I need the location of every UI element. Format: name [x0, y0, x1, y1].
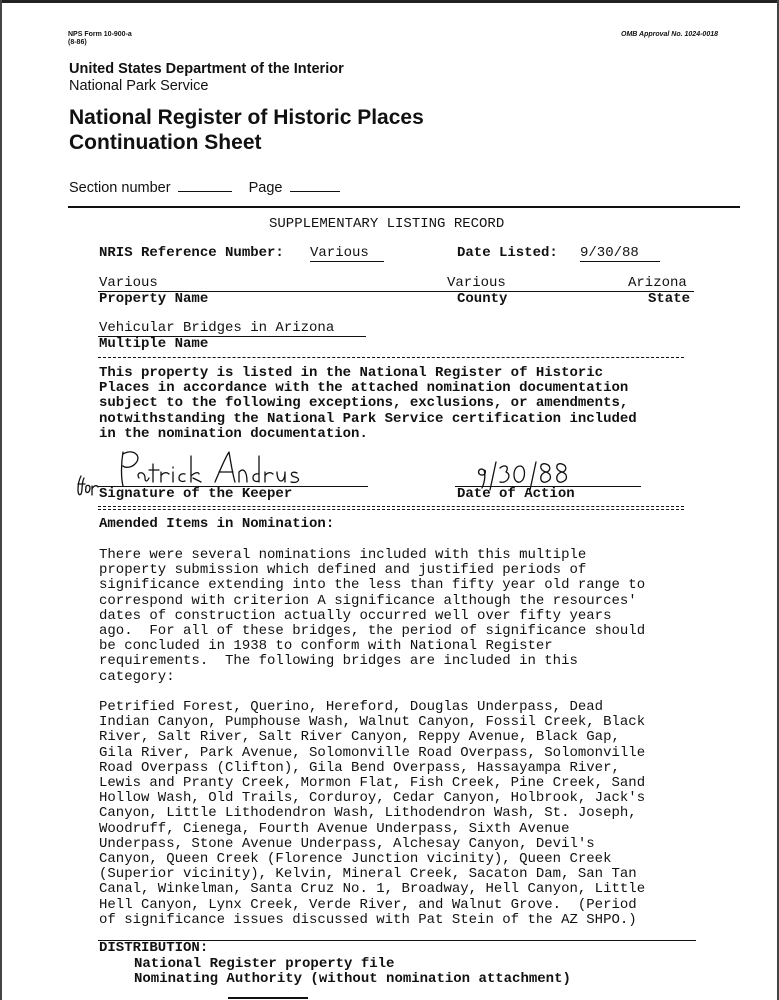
- form-date: (8-86): [68, 39, 87, 46]
- county-label: County: [457, 291, 508, 307]
- distribution-item-1: National Register property file: [134, 956, 395, 972]
- amended-paragraph-1: There were several nominations included with this multiple property submission which defined and justified periods of significance extending into the less than fifty year old range to correspond with criterion A significance although the resources' dates of construction actually occurred well over fifty years ago. For all of these bridges, the period of significance should be concluded in 1938 to conform with National Register requirements. The following bridges are included in this category:: [99, 547, 646, 685]
- nris-value: Various: [310, 246, 384, 262]
- listing-statement: This property is listed in the National Register of Historic Places in accordance with the attached nomination documentation subject to the following exceptions, exclusions, or amendments, notwithstanding the National Park Service certification included in the nomination documentation.: [99, 365, 637, 442]
- page-border-left: [0, 0, 2, 1000]
- action-date-label: Date of Action: [457, 486, 575, 502]
- property-name-value: Various: [99, 275, 158, 291]
- property-name-label: Property Name: [99, 291, 209, 307]
- dashed-separator: [98, 357, 684, 358]
- omb-approval-number: OMB Approval No. 1024-0018: [621, 31, 718, 38]
- distribution-heading: DISTRIBUTION:: [99, 940, 209, 956]
- section-number-label: Section number: [69, 180, 171, 196]
- header-rule: [68, 206, 740, 208]
- double-dashed-separator-top: [98, 506, 684, 507]
- signature-label: Signature of the Keeper: [99, 486, 293, 502]
- page-border-top: [0, 0, 779, 3]
- multiple-name-value: Vehicular Bridges in Arizona: [99, 320, 335, 336]
- form-number: NPS Form 10-900-a: [68, 31, 132, 38]
- form-title: National Register of Historic Places: [69, 106, 424, 129]
- record-heading: SUPPLEMENTARY LISTING RECORD: [269, 216, 505, 232]
- section-number-field: [178, 190, 232, 192]
- state-label: State: [648, 291, 691, 307]
- amended-heading: Amended Items in Nomination:: [99, 516, 335, 532]
- bridge-list-paragraph: Petrified Forest, Querino, Hereford, Douglas Underpass, Dead Indian Canyon, Pumphouse Wash, Walnut Canyon, Fossil Creek, Black River, Salt River, Salt River Canyon, Reppy Avenue, Black Gap, Gila River, Park Avenue, Solomonville Road Overpass, Solomonville Road Overpass (Clifton), Gila Bend Overpass, Hassayampa River, Lewis and Pranty Creek, Mormon Flat, Fish Creek, Pine Creek, Sand Hollow Wash, Old Trails, Corduroy, Cedar Canyon, Holbrook, Jack's Canyon, Little Lithodendron Wash, Lithodendron Wash, St. Joseph, Woodruff, Cienega, Fourth Avenue Underpass, Sixth Avenue Underpass, Stone Avenue Underpass, Alchesay Canyon, Devil's Canyon, Queen Creek (Florence Junction vicinity), Queen Creek (Superior vicinity), Kelvin, Mineral Creek, Sacaton Dam, San Tan Canal, Winkelman, Santa Cruz No. 1, Broadway, Hell Canyon, Little Hell Canyon, Lynx Creek, Verde River, and Walnut Grove. (Period of significance issues discussed with Pat Stein of the AZ SHPO.): [99, 699, 646, 928]
- multiple-name-label: Multiple Name: [99, 336, 209, 352]
- service-name: National Park Service: [69, 78, 209, 94]
- bottom-mark: [228, 997, 308, 999]
- nris-label: NRIS Reference Number:: [99, 245, 284, 261]
- form-subtitle: Continuation Sheet: [69, 131, 262, 154]
- page-field: [290, 190, 340, 192]
- page-label: Page: [248, 180, 283, 196]
- section-page-line: [69, 180, 340, 196]
- state-value: Arizona: [628, 275, 687, 291]
- county-value: Various: [447, 275, 506, 291]
- date-listed-label: Date Listed:: [457, 245, 558, 261]
- department-name: United States Department of the Interior: [69, 61, 344, 77]
- double-dashed-separator-bottom: [98, 509, 684, 510]
- distribution-item-2: Nominating Authority (without nomination attachment): [134, 971, 571, 987]
- date-listed-value: 9/30/88: [580, 246, 660, 262]
